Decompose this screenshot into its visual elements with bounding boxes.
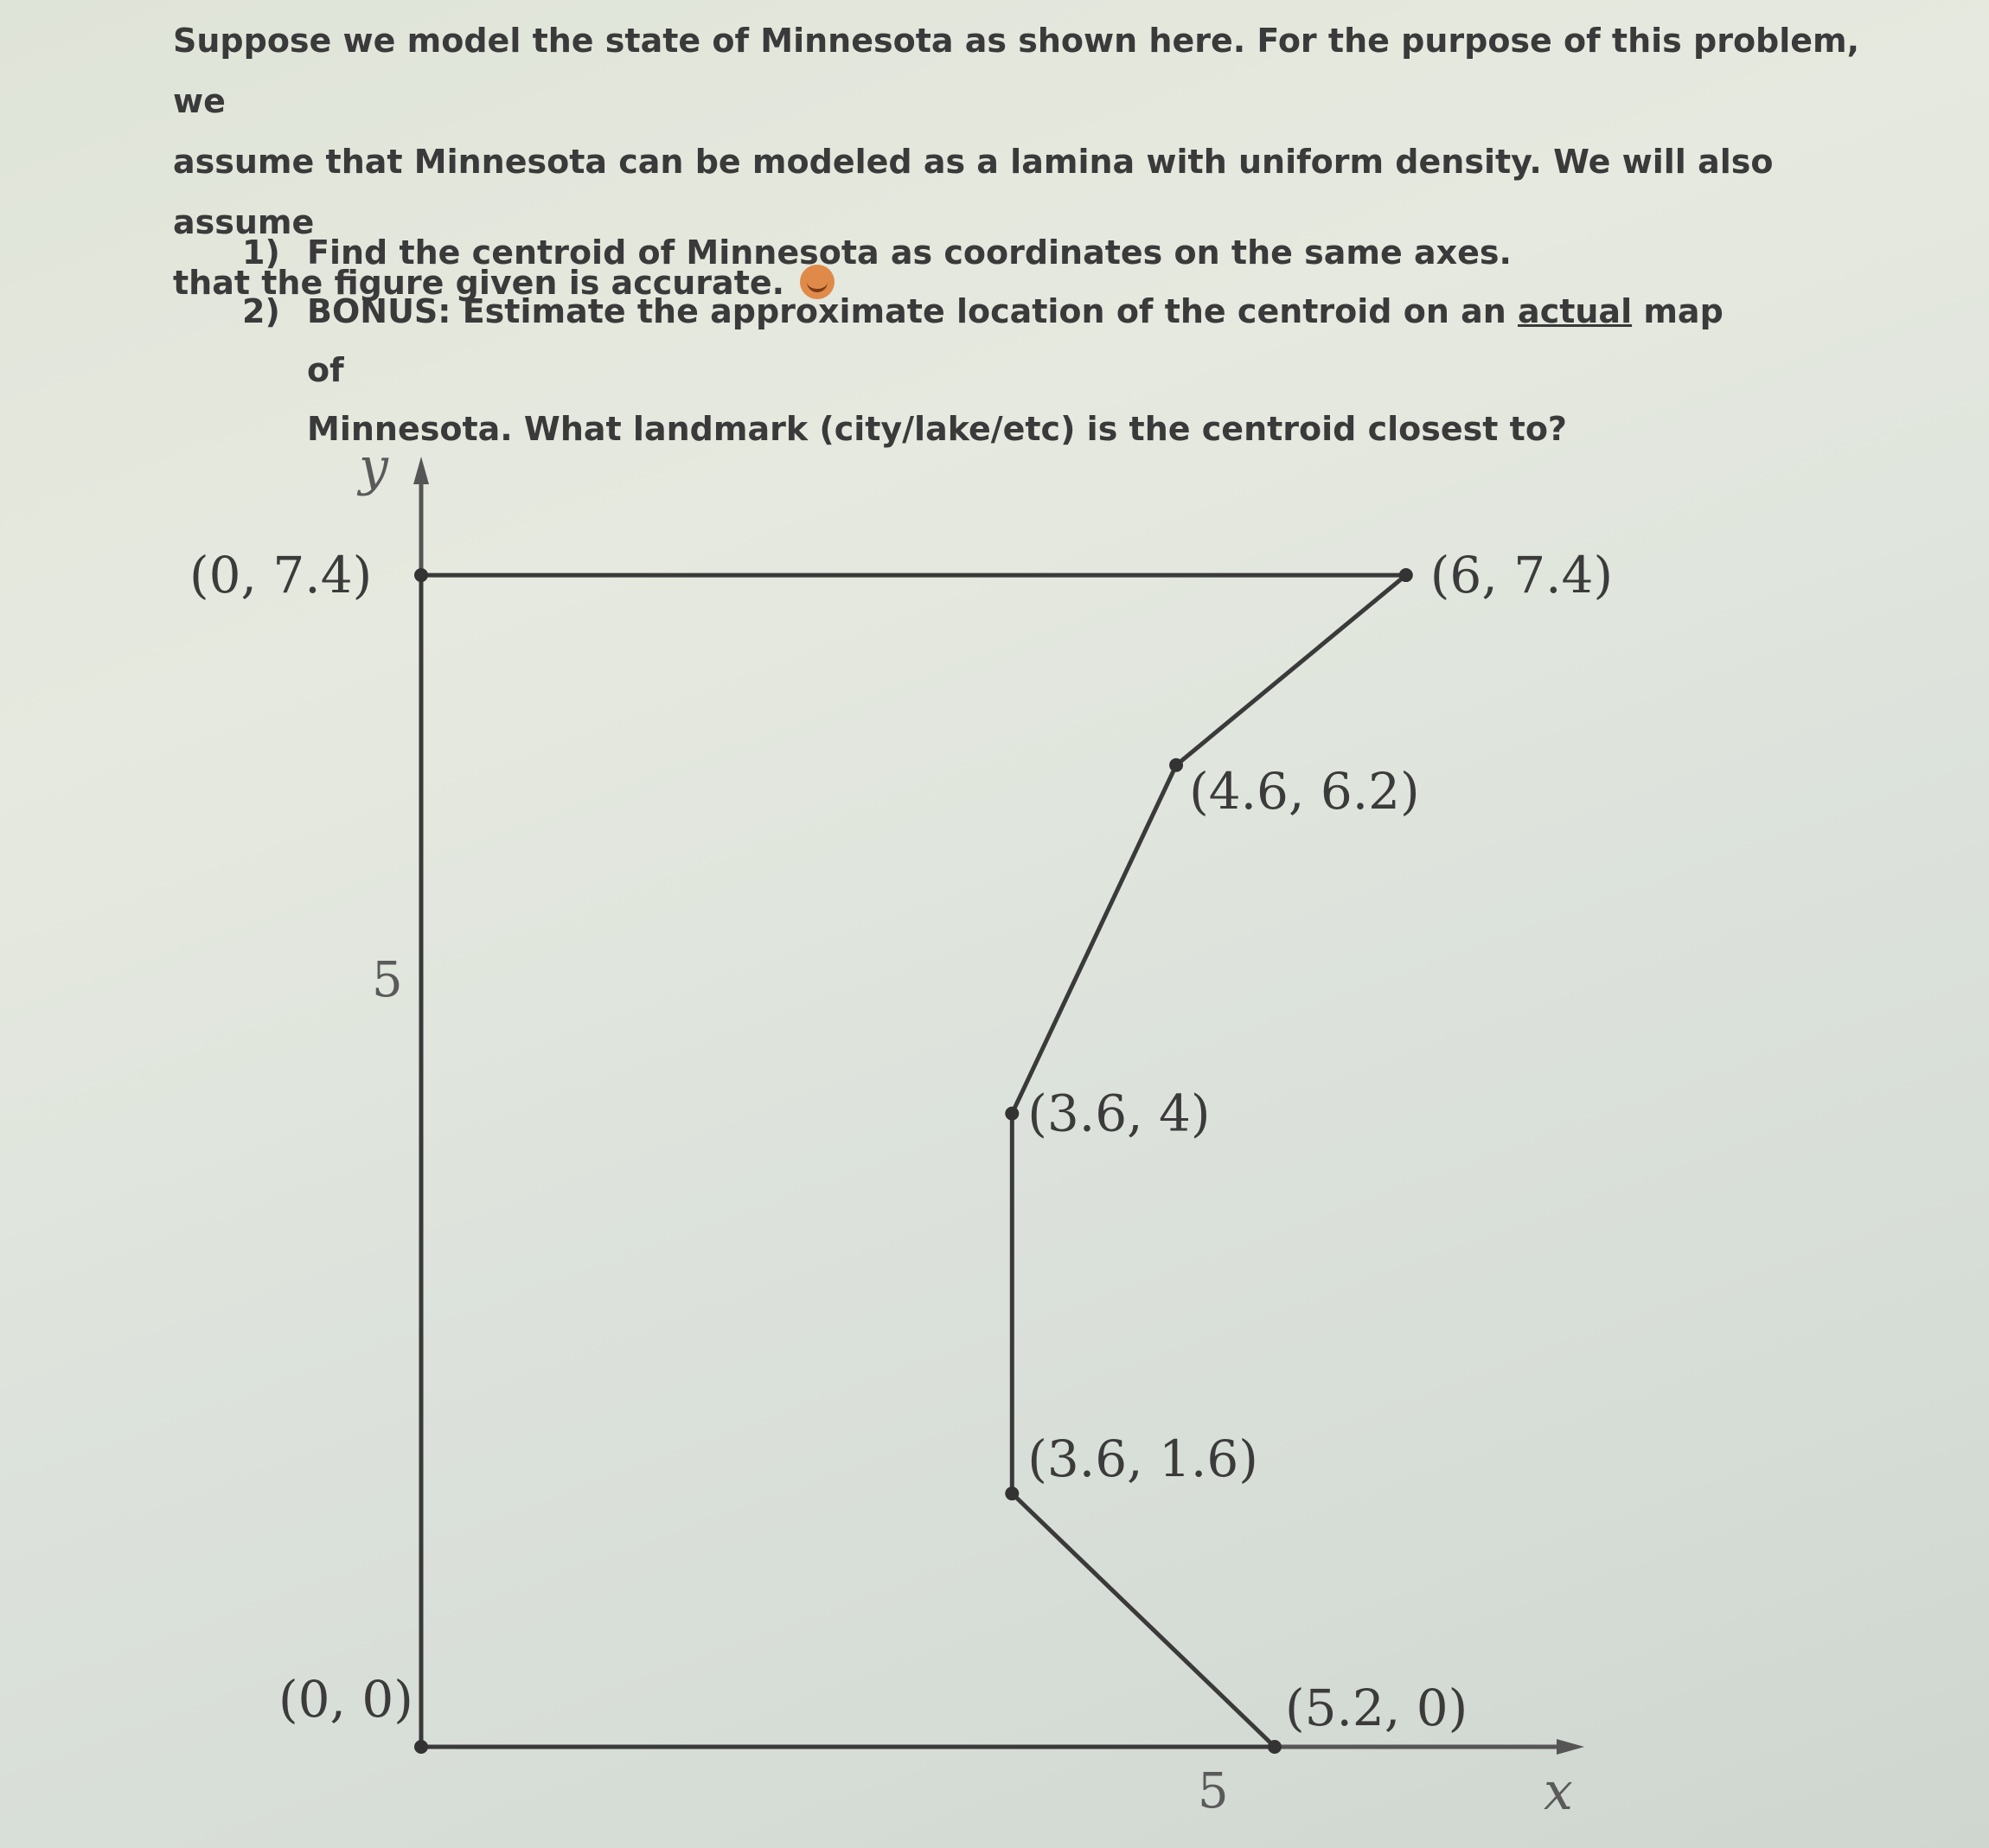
y-axis-label: y <box>359 437 388 497</box>
vertex-label: (3.6, 1.6) <box>1027 1429 1258 1489</box>
vertex-point <box>1005 1487 1019 1500</box>
vertex-point <box>1399 568 1413 582</box>
vertex-label: (3.6, 4) <box>1027 1084 1211 1143</box>
x-tick-label: 5 <box>1198 1763 1229 1819</box>
x-axis-label: x <box>1544 1762 1573 1822</box>
vertex-label: (4.6, 6.2) <box>1189 761 1420 821</box>
vertex-point <box>414 568 428 582</box>
vertex-point <box>1169 758 1183 772</box>
vertex-point <box>1005 1107 1019 1121</box>
region-outline <box>421 575 1406 1747</box>
vertex-label: (0, 7.4) <box>189 546 373 605</box>
intro-line-3: that the figure given is accurate. <box>173 264 785 302</box>
vertex-label: (6, 7.4) <box>1429 546 1614 605</box>
vertex-label: (5.2, 0) <box>1284 1679 1468 1737</box>
intro-line-1: Suppose we model the state of Minnesota as shown here. For the purpose of this problem, we <box>173 22 1860 120</box>
question-2-number: 2) <box>242 292 280 330</box>
vertex-label-group <box>189 546 1613 1737</box>
vertex-label: (0, 0) <box>278 1670 413 1729</box>
intro-line-2: assume that Minnesota can be modeled as a lamina with uniform density. We will also assume <box>173 143 1774 241</box>
question-2-text-post: map of <box>307 292 1724 389</box>
vertex-group <box>414 568 1413 1754</box>
question-2-text-pre: BONUS: Estimate the approximate location of the centroid on an <box>307 292 1519 330</box>
y-axis-arrow-icon <box>413 457 429 484</box>
question-1-text: Find the centroid of Minnesota as coordinates on the same axes. <box>307 233 1512 272</box>
y-tick-label: 5 <box>372 952 403 1008</box>
question-1-number: 1) <box>242 233 280 272</box>
question-2-underlined-word: actual <box>1518 292 1633 330</box>
question-2-line-2: Minnesota. What landmark (city/lake/etc) is the centroid closest to? <box>307 410 1567 448</box>
x-axis-arrow-icon <box>1557 1739 1584 1755</box>
vertex-point <box>414 1740 428 1754</box>
vertex-point <box>1268 1740 1282 1754</box>
